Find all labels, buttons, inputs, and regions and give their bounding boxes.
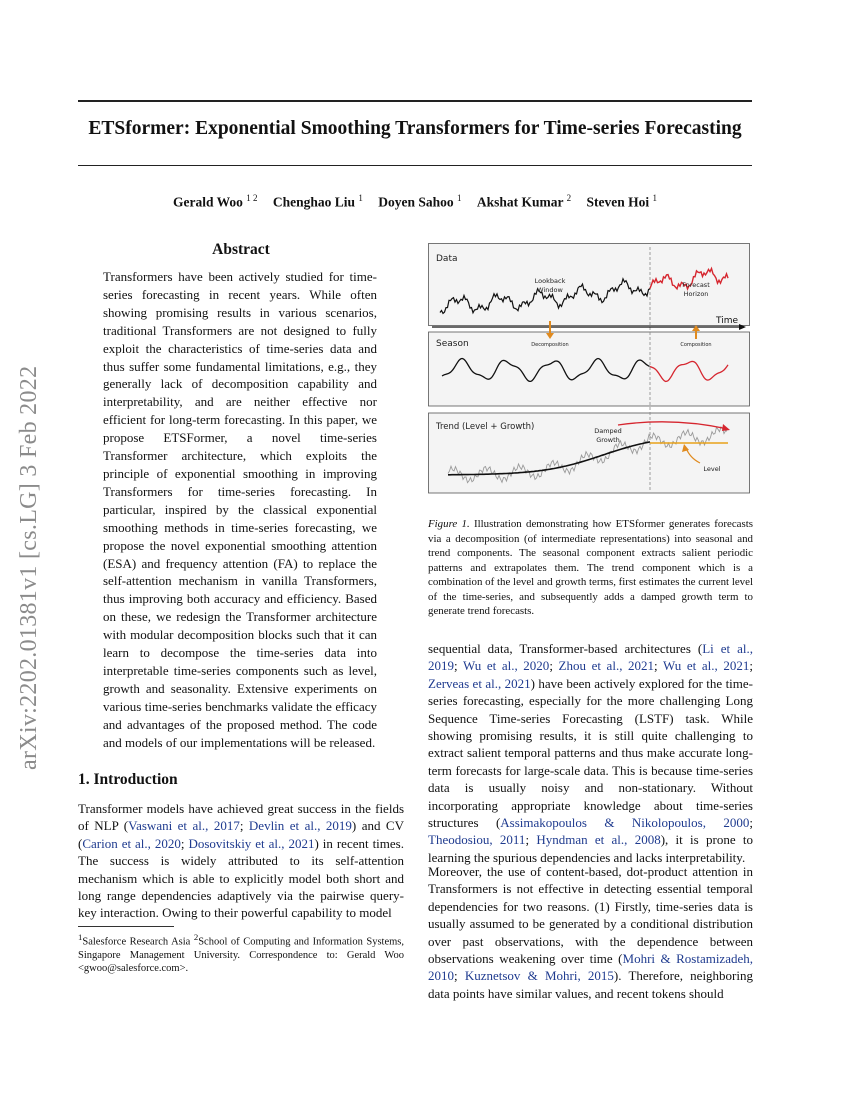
label-lookback: Lookback	[534, 277, 566, 285]
citation-link[interactable]: Hyndman et al., 2008	[536, 832, 661, 848]
arxiv-stamp: arXiv:2202.01381v1 [cs.LG] 3 Feb 2022	[16, 365, 42, 770]
author-list	[78, 193, 752, 211]
citation-link[interactable]: Wu et al., 2021	[663, 658, 750, 674]
affiliation-footnote: $^1$Salesforce Research Asia $^2$School of Computing and Information Systems, Singapore Management University. Correspondence to: Gerald Woo <gwoo@salesforce.com>.	[78, 932, 404, 975]
citation-link[interactable]: Kuznetsov & Mohri, 2015	[464, 968, 614, 984]
citation-link[interactable]: Li et al., 2019	[428, 641, 753, 674]
label-composition: Composition	[680, 342, 712, 348]
citation-link[interactable]: Mohri & Rostamizadeh, 2010	[428, 951, 753, 984]
body-paragraph: sequential data, Transformer-based architectures (Li et al., 2019; Wu et al., 2020; Zhou et al., 2021; Wu et al., 2021; Zerveas et al., 2021) have been actively explored for the time-series forecasting, especially for the more challenging Long Sequence Time-series Forecasting (LSTF) task. While showing promising results, it is still quite challenging to extract salient temporal patterns and thus make accurate long-term forecasts for large-scale data. This is because time-series data is usually noisy and non-stationary. Without incorporating appropriate knowledge about time-series structures (Assimakopoulos & Nikolopoulos, 2000; Theodosiou, 2011; Hyndman et al., 2008), it is prone to learning the spurious dependencies and lacks interpretability.	[428, 641, 754, 865]
abstract-text: Transformers have been actively studied for time-series forecasting in recent years. While often showing promising results in various scenarios, traditional Transformers are not designed to fully exploit the characteristics of time-series data and thus suffer some fundamental limitations, e.g., they generally lack of decomposition capability and interpretability, and are neither effective nor efficient for long-term forecasting. In this paper, we propose ETSFormer, a novel time-series Transformer architecture, which exploits the principle of exponential smoothing in improving Transformers for time-series forecasting. In particular, inspired by the classical exponential smoothing methods in time-series forecasting, we propose the novel exponential smoothing attention (ESA) and frequency attention (FA) to replace the self-attention mechanism in vanilla Transformers, thus improving both accuracy and efficiency. Based on these, we redesign the Transformer architecture with modular decomposition blocks such that it can learn to decompose the time-series data into interpretable time-series components such as level, growth and seasonality. Extensive experiments on various time-series benchmarks validate the efficacy and advantages of the proposed method. The code and models of our implementations will be released.	[103, 269, 377, 750]
author: Steven Hoi $^1$	[586, 193, 658, 210]
label-season: Season	[436, 339, 469, 349]
label-time: Time	[716, 316, 739, 326]
citation-link[interactable]: Zerveas et al., 2021	[428, 675, 531, 691]
section-heading-introduction: 1. Introduction	[78, 771, 178, 788]
title-rule-top	[78, 100, 752, 102]
label-window: Window	[537, 286, 563, 294]
citation-link[interactable]: Devlin et al., 2019	[248, 818, 352, 834]
label-horizon: Horizon	[683, 290, 709, 298]
citation-link[interactable]: Theodosiou, 2011	[428, 832, 526, 848]
citation-link[interactable]: Dosovitskiy et al., 2021	[188, 835, 315, 851]
label-level: Level	[703, 465, 721, 473]
citation-link[interactable]: Vaswani et al., 2017	[128, 818, 240, 834]
author: Doyen Sahoo $^1$	[378, 193, 462, 210]
figure-1-caption: Figure 1. Illustration demonstrating how ETSformer generates forecasts via a decomposition (of intermediate representations) into seasonal and trend components. The seasonal component extracts salient periodic patterns and extrapolates them. The trend component which is a combination of the level and growth terms, first estimates the current level of the time-series, and subsequently adds a damped growth term to generate trend forecasts.	[428, 518, 753, 617]
title-rule-bottom	[78, 165, 752, 166]
label-forecast: Forecast	[682, 281, 710, 289]
citation-link[interactable]: Carion et al., 2020	[82, 835, 181, 851]
label-decomposition: Decomposition	[531, 342, 569, 348]
abstract-heading: Abstract	[212, 241, 270, 258]
intro-paragraph: Transformer models have achieved great success in the fields of NLP (Vaswani et al., 2017; Devlin et al., 2019) and CV (Carion et al., 2020; Dosovitskiy et al., 2021) in recent times. The success is widely attributed to its self-attention mechanism which is able to explicitly model both short and long range dependencies adaptively via the pairwise query-key interaction. Owing to their powerful capability to model	[78, 801, 404, 921]
label-data: Data	[436, 254, 458, 264]
citation-link[interactable]: Wu et al., 2020	[462, 658, 550, 674]
author: Chenghao Liu $^1$	[272, 193, 363, 210]
label-damped: Damped	[594, 427, 622, 435]
paper-title: ETSformer: Exponential Smoothing Transformers for Time-series Forecasting	[88, 118, 742, 139]
footnote-rule	[78, 926, 174, 927]
author: Akshat Kumar $^2$	[476, 193, 572, 210]
label-growth: Growth	[596, 436, 620, 444]
figure-1-illustration	[428, 243, 750, 494]
citation-link[interactable]: Zhou et al., 2021	[558, 658, 655, 674]
citation-link[interactable]: Assimakopoulos & Nikolopoulos, 2000	[500, 815, 750, 831]
body-paragraph: Moreover, the use of content-based, dot-product attention in Transformers is not effective in detecting essential temporal dependencies for two reasons. (1) Firstly, time-series data is usually assumed to be generated by a conditional distribution over past observations, with the dependence between observations weakening over time (Mohri & Rostamizadeh, 2010; Kuznetsov & Mohri, 2015). Therefore, neighboring data points have similar values, and recent tokens should	[428, 864, 753, 1001]
author: Gerald Woo $^{1 2}$	[172, 193, 258, 210]
label-trend: Trend (Level + Growth)	[436, 422, 535, 432]
